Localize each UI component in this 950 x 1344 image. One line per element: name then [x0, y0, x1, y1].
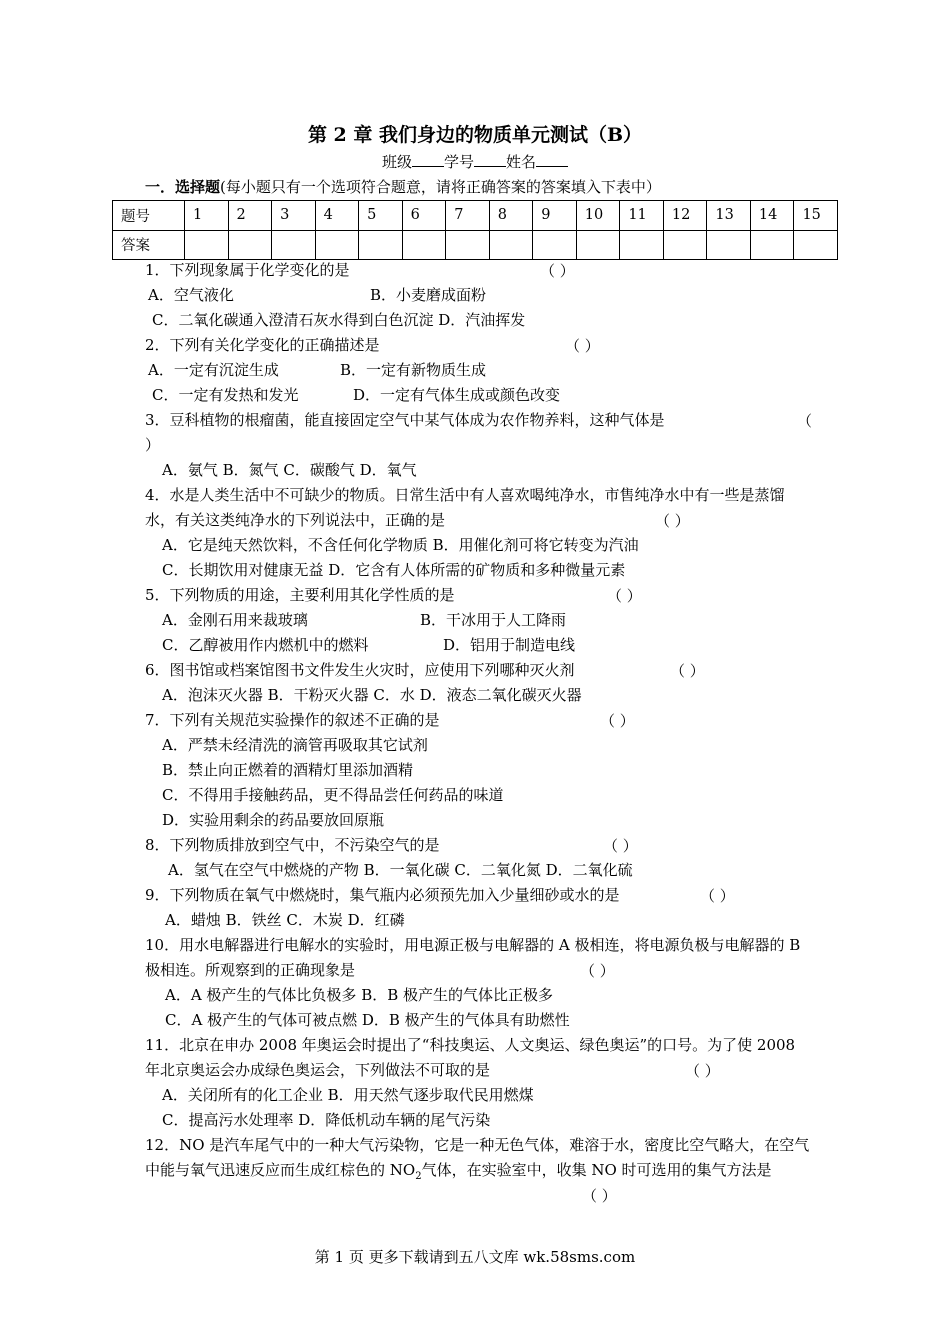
question-number-cell: 4	[315, 201, 359, 231]
question-number-row	[113, 201, 838, 231]
question-7: 7．下列有关规范实验操作的叙述不正确的是	[145, 711, 440, 729]
answer-paren: （ ）	[600, 712, 635, 730]
answer-table	[112, 200, 838, 260]
option-5d: D．铝用于制造电线	[443, 636, 576, 654]
section-label: 一．选择题	[145, 178, 221, 196]
answer-paren: （ ）	[540, 262, 575, 280]
answer-cell[interactable]	[272, 230, 316, 260]
option-5c: C．乙醇被用作内燃机中的燃料	[162, 636, 369, 654]
question-number-cell: 13	[707, 201, 751, 231]
answer-cell[interactable]	[185, 230, 229, 260]
page-title: 第 2 章 我们身边的物质单元测试（B）	[307, 124, 643, 146]
question-number-cell: 6	[402, 201, 446, 231]
answer-paren: （ ）	[582, 1187, 617, 1205]
answer-cell[interactable]	[794, 230, 838, 260]
answer-paren: （ ）	[655, 512, 690, 530]
answer-cell[interactable]	[533, 230, 577, 260]
answer-paren: （ ）	[565, 337, 600, 355]
student-id-label: 学号	[443, 153, 474, 171]
answer-paren: （ ）	[580, 962, 615, 980]
options-4ab: A．它是纯天然饮料，不含任何化学物质 B．用催化剂可将它转变为汽油	[162, 536, 639, 554]
options-3: A．氨气 B．氮气 C．碳酸气 D．氧气	[162, 461, 417, 479]
question-8: 8．下列物质排放到空气中，不污染空气的是	[145, 836, 440, 854]
answer-cell[interactable]	[446, 230, 490, 260]
answer-cell[interactable]	[620, 230, 664, 260]
options-11ab: A．关闭所有的化工企业 B．用天然气逐步取代民用燃煤	[162, 1086, 534, 1104]
option-7d: D．实验用剩余的药品要放回原瓶	[162, 811, 385, 829]
question-number-cell: 10	[576, 201, 620, 231]
question-2: 2．下列有关化学变化的正确描述是	[145, 336, 380, 354]
question-number-cell: 11	[620, 201, 664, 231]
question-number-cell: 8	[489, 201, 533, 231]
question-3: 3．豆科植物的根瘤菌，能直接固定空气中某气体成为农作物养料，这种气体是	[145, 411, 665, 429]
question-number-cell: 2	[228, 201, 272, 231]
answer-cell[interactable]	[576, 230, 620, 260]
answer-paren: （ ）	[700, 887, 735, 905]
options-10cd: C．A 极产生的气体可被点燃 D．B 极产生的气体具有助燃性	[165, 1011, 570, 1029]
option-2d: D．一定有气体生成或颜色改变	[353, 386, 561, 404]
question-number-header: 题号	[113, 201, 185, 231]
question-12	[145, 1133, 810, 1189]
page-footer: 第 1 页 更多下载请到五八文库 wk.58sms.com	[314, 1248, 636, 1266]
question-number-cell: 3	[272, 201, 316, 231]
question-number-cell: 14	[750, 201, 794, 231]
class-blank	[412, 152, 444, 167]
options-1cd: C．二氧化碳通入澄清石灰水得到白色沉淀 D．汽油挥发	[152, 311, 526, 329]
question-11-text: 11．北京在申办 2008 年奥运会时提出了“科技奥运、人文奥运、绿色奥运”的口号。为了使 2008 年北京奥运会办成绿色奥运会，下列做法不可取的是	[145, 1036, 796, 1079]
question-12-text-end: 气体，在实验室中，收集 NO 时可选用的集气方法是	[421, 1161, 772, 1179]
answer-cell[interactable]	[228, 230, 272, 260]
answer-header: 答案	[113, 230, 185, 260]
option-7a: A．严禁未经清洗的滴管再吸取其它试剂	[162, 736, 428, 754]
answer-paren: （ ）	[670, 662, 705, 680]
question-10-text: 10．用水电解器进行电解水的实验时，用电源正极与电解器的 A 极相连，将电源负极与电解器的 B 极相连。所观察到的正确现象是	[145, 936, 801, 979]
answer-row	[113, 230, 838, 260]
answer-paren: （ ）	[603, 837, 638, 855]
question-9: 9．下列物质在氧气中燃烧时，集气瓶内必须预先加入少量细砂或水的是	[145, 886, 620, 904]
question-10	[145, 933, 810, 983]
name-blank	[536, 152, 568, 167]
option-5a: A．金刚石用来裁玻璃	[162, 611, 308, 629]
question-number-cell: 1	[185, 201, 229, 231]
question-number-cell: 15	[794, 201, 838, 231]
answer-cell[interactable]	[663, 230, 707, 260]
question-4	[145, 483, 810, 533]
option-7b: B．禁止向正燃着的酒精灯里添加酒精	[162, 761, 414, 779]
answer-cell[interactable]	[707, 230, 751, 260]
section-note: (每小题只有一个选项符合题意，请将正确答案的答案填入下表中）	[220, 178, 661, 196]
class-label: 班级	[381, 153, 412, 171]
options-11cd: C．提高污水处理率 D．降低机动车辆的尾气污染	[162, 1111, 491, 1129]
question-number-cell: 9	[533, 201, 577, 231]
answer-paren-left: （	[797, 412, 813, 430]
question-12-text: 12．NO 是汽车尾气中的一种大气污染物，它是一种无色气体，难溶于水，密度比空气略大，在空气中能与氧气迅速反应而生成红棕色的 NO	[145, 1136, 810, 1179]
name-label: 姓名	[506, 153, 537, 171]
question-number-cell: 7	[446, 201, 490, 231]
options-8: A．氢气在空气中燃烧的产物 B．一氧化碳 C．二氧化氮 D．二氧化硫	[168, 861, 633, 879]
answer-cell[interactable]	[489, 230, 533, 260]
option-2a: A．一定有沉淀生成	[148, 361, 279, 379]
section-heading	[145, 176, 661, 197]
option-5b: B．干冰用于人工降雨	[420, 611, 567, 629]
question-5: 5．下列物质的用途，主要利用其化学性质的是	[145, 586, 455, 604]
option-2c: C．一定有发热和发光	[152, 386, 299, 404]
question-number-cell: 12	[663, 201, 707, 231]
answer-cell[interactable]	[359, 230, 403, 260]
options-9: A．蜡烛 B．铁丝 C．木炭 D．红磷	[165, 911, 405, 929]
options-6: A．泡沫灭火器 B．干粉灭火器 C．水 D．液态二氧化碳灭火器	[162, 686, 582, 704]
answer-cell[interactable]	[750, 230, 794, 260]
answer-paren: （ ）	[685, 1062, 720, 1080]
question-1: 1．下列现象属于化学变化的是	[145, 261, 350, 279]
subscript-2: 2	[415, 1171, 422, 1182]
question-number-cell: 5	[359, 201, 403, 231]
options-4cd: C．长期饮用对健康无益 D．它含有人体所需的矿物质和多种微量元素	[162, 561, 626, 579]
student-id-blank	[474, 152, 506, 167]
question-6: 6．图书馆或档案馆图书文件发生火灾时，应使用下列哪种灭火剂	[145, 661, 575, 679]
option-1b: B．小麦磨成面粉	[370, 286, 487, 304]
answer-paren-right: ）	[145, 436, 161, 454]
answer-paren: （ ）	[607, 587, 642, 605]
question-4-text: 4．水是人类生活中不可缺少的物质。日常生活中有人喜欢喝纯净水，市售纯净水中有一些是蒸馏水，有关这类纯净水的下列说法中，正确的是	[145, 486, 785, 529]
option-2b: B．一定有新物质生成	[340, 361, 487, 379]
answer-cell[interactable]	[402, 230, 446, 260]
options-10ab: A．A 极产生的气体比负极多 B．B 极产生的气体比正极多	[165, 986, 554, 1004]
student-info-line	[0, 151, 950, 172]
option-7c: C．不得用手接触药品，更不得品尝任何药品的味道	[162, 786, 504, 804]
option-1a: A．空气液化	[148, 286, 234, 304]
answer-cell[interactable]	[315, 230, 359, 260]
